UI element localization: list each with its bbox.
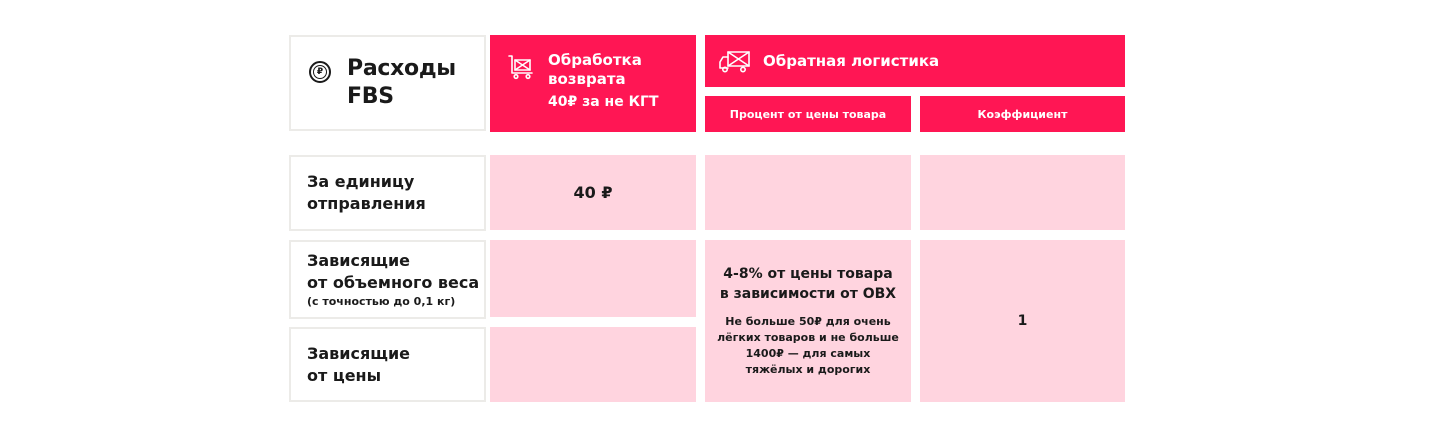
cell-logistics-percent bbox=[705, 240, 911, 402]
logistics-percent-note: Не больше 50₽ для очень лёгких товаров и не больше 1400₽ — для самых тяжёлых и дорогих bbox=[717, 315, 899, 376]
processing-title: Обработка возврата bbox=[548, 51, 642, 88]
row-label-price bbox=[289, 327, 486, 402]
row-label-volume-text: Зависящие от объемного веса bbox=[307, 250, 480, 292]
cart-box-icon bbox=[508, 54, 534, 80]
table-title-cell bbox=[289, 35, 486, 131]
ruble-coin-icon: ₽ bbox=[309, 61, 331, 83]
row-label-price-text: Зависящие от цены bbox=[307, 343, 411, 385]
column-header-coefficient: Коэффициент bbox=[920, 96, 1125, 132]
table-title: Расходы FBS bbox=[347, 56, 456, 109]
row-label-volume-note: (с точностью до 0,1 кг) bbox=[307, 294, 456, 308]
logistics-title: Обратная логистика bbox=[763, 52, 940, 70]
cell-unit-percent bbox=[705, 155, 911, 230]
truck-icon bbox=[719, 48, 751, 74]
cell-unit-coefficient bbox=[920, 155, 1125, 230]
cell-price-processing bbox=[490, 327, 696, 402]
processing-header bbox=[490, 35, 696, 132]
cell-unit-processing: 40 ₽ bbox=[490, 155, 696, 230]
logistics-percent-main: 4-8% от цены товара в зависимости от ОВХ bbox=[719, 266, 897, 302]
row-label-unit-text: За единицу отправления bbox=[307, 172, 426, 213]
processing-subtitle: 40₽ за не КГТ bbox=[548, 94, 659, 110]
cell-volume-processing bbox=[490, 240, 696, 317]
logistics-header bbox=[705, 35, 1125, 87]
cell-logistics-coefficient: 1 bbox=[920, 240, 1125, 402]
row-label-unit bbox=[289, 155, 486, 231]
column-header-percent: Процент от цены товара bbox=[705, 96, 911, 132]
row-label-volume bbox=[289, 240, 486, 319]
